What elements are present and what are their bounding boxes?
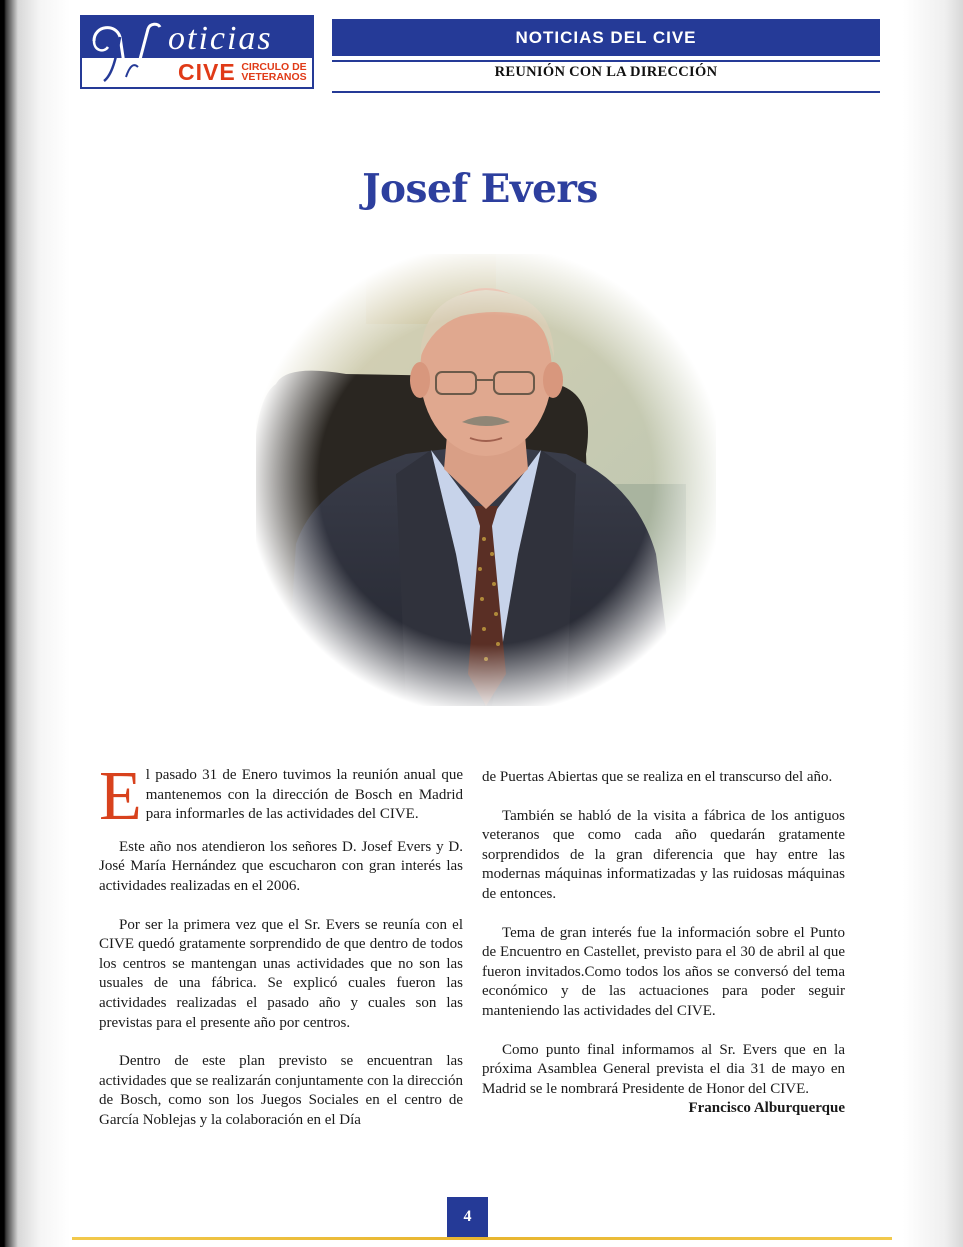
section-divider-top [332,60,880,62]
paragraph-text: l pasado 31 de Enero tuvimos la reunión anual que mantenemos con la dirección de Bosch en Madrid para informarles de las actividades del CIVE. [145,767,463,823]
article-right-column [482,768,845,1119]
paragraph [99,758,463,835]
page-number: 4 [447,1197,488,1237]
section-divider-bottom [332,91,880,93]
section-title: NOTICIAS DEL CIVE [332,19,880,56]
logo-subtitle-line2: VETERANOS [241,71,307,83]
paragraph: Dentro de este plan previsto se encuentran las actividades que se realizarán conjuntamente con la dirección de Bosch, como son los Juegos Sociales en el centro de García Noblejas y la colaboración en el Día [99,1053,463,1128]
logo-subtitle [238,62,310,82]
paragraph: Como punto final informamos al Sr. Evers que en la próxima Asamblea General prevista el dia 31 de mayo en Madrid se le nombrará Presidente de Honor del CIVE. [482,1041,845,1097]
article-left-column [99,758,463,1131]
paragraph: Por ser la primera vez que el Sr. Evers se reunía con el CIVE quedó gratamente sorprendido de que dentro de todos los centros se mantengan unas actividades que no son las usuales de una fábrica. Se explicó cuales fueron las actividades realizadas el pasado año y cuales son las previstas para el presente año por centros. [99,916,463,1031]
footer-rule [72,1237,892,1240]
paragraph: Este año nos atendieron los señores D. Josef Evers y D. José María Hernández que escucharon con gran interés las actividades realizadas en el 2006. [99,838,463,894]
portrait-photo [256,254,716,706]
article-title: Josef Evers [362,166,598,212]
author-signature: Francisco Alburquerque [688,1100,845,1117]
paragraph: También se habló de la visita a fábrica de los antiguos veteranos que como cada año quedarán gratamente sorprendidos de la gran diferencia que hay entre las modernas máquinas informatizadas y las ruidosas máquinas de entonces. [482,807,845,902]
scan-edge-shadow [0,0,70,1247]
logo-n-flourish-icon [86,19,164,85]
logo-subtitle-line1: CIRCULO DE [241,61,307,73]
logo-word: oticias [168,20,273,57]
logo-cive: CIVE [178,59,236,85]
drop-cap: E [99,758,142,835]
scan-right-shadow [893,0,963,1247]
noticias-cive-logo [80,15,314,89]
paragraph: de Puertas Abiertas que se realiza en el transcurso del año. [482,769,833,785]
section-subtitle: REUNIÓN CON LA DIRECCIÓN [494,64,718,80]
paragraph: Tema de gran interés fue la información sobre el Punto de Encuentro en Castellet, previsto para el 30 de abril al que fueron invitados.Como todos los años se conversó del tema económico y de las actuaciones para poder seguir manteniendo las actividades del CIVE. [482,924,845,1019]
